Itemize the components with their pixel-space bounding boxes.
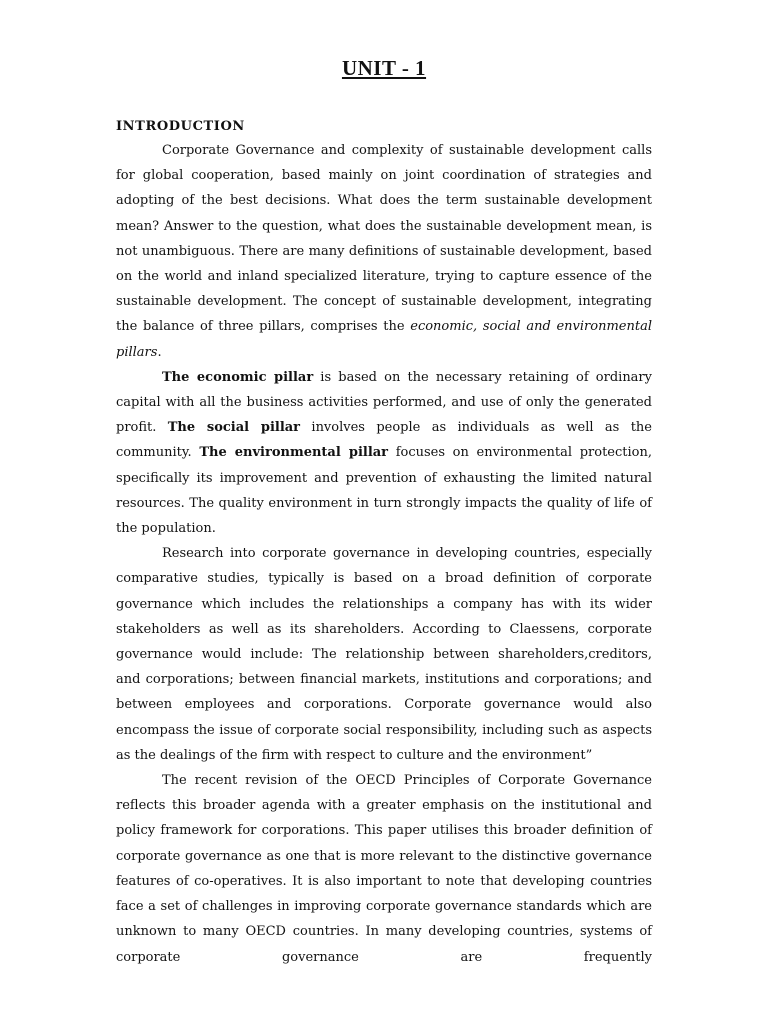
page-title: UNIT - 1 xyxy=(341,56,427,80)
economic-pillar-term: The economic pillar xyxy=(162,369,314,385)
social-pillar-term: The social pillar xyxy=(167,420,301,436)
paragraph-research: Research into corporate governance in developing countries, especially comparative studies, typically is based on a broad definition of corporate governance which includes the relationships a company has with its wider stakeholders as well as its shareholders. According to Claessens, corporate governance would include: The relationship between shareholders,creditors, and corporations; between financial markets, institutions and corporations; and between employees and corporations. Corporate governance would also encompass the issue of corporate social responsibility, including such as aspects as the dealings of the firm with respect to culture and the environment” xyxy=(116,546,652,763)
section-heading: INTRODUCTION xyxy=(116,119,245,134)
paragraph-oecd: The recent revision of the OECD Principles of Corporate Governance reflects this broader agenda with a greater emphasis on the institutional and policy framework for corporations. This paper utilises this broader definition of corporate governance as one that is more relevant to the distinctive governance features of co-operatives. It is also important to note that developing countries face a set of challenges in improving corporate governance standards which are unknown to many OECD countries. In many developing countries, systems of corporate governance are frequently xyxy=(116,773,652,965)
paragraph-text: Corporate Governance and complexity of sustainable development calls for global cooperation, based mainly on joint coordination of strategies and adopting of the best decisions. What does the term sustainable development mean? Answer to the question, what does the sustainable development mean, is not unambiguous. There are many definitions of sustainable development, based on the world and inland specialized literature, trying to capture essence of the sustainable development. The concept of sustainable development, integrating the balance of three pillars, comprises the xyxy=(116,143,652,335)
social-pillar-text: involves people as individuals as well as the community. xyxy=(116,420,652,461)
pillars-emphasis: economic, social and environmental pillars xyxy=(116,319,652,360)
paragraph-definitions xyxy=(116,138,652,365)
paragraph-end: . xyxy=(157,344,162,360)
environmental-pillar-text: focuses on environmental protection, specifically its improvement and prevention of exhausting the limited natural resources. The quality environment in turn strongly impacts the quality of life of the population. xyxy=(116,445,652,537)
paragraph-pillars xyxy=(116,365,652,541)
economic-pillar-text: is based on the necessary retaining of ordinary capital with all the business activities performed, and use of only the generated profit. xyxy=(116,369,652,436)
environmental-pillar-term: The environmental pillar xyxy=(199,445,389,461)
document-page xyxy=(116,56,652,970)
